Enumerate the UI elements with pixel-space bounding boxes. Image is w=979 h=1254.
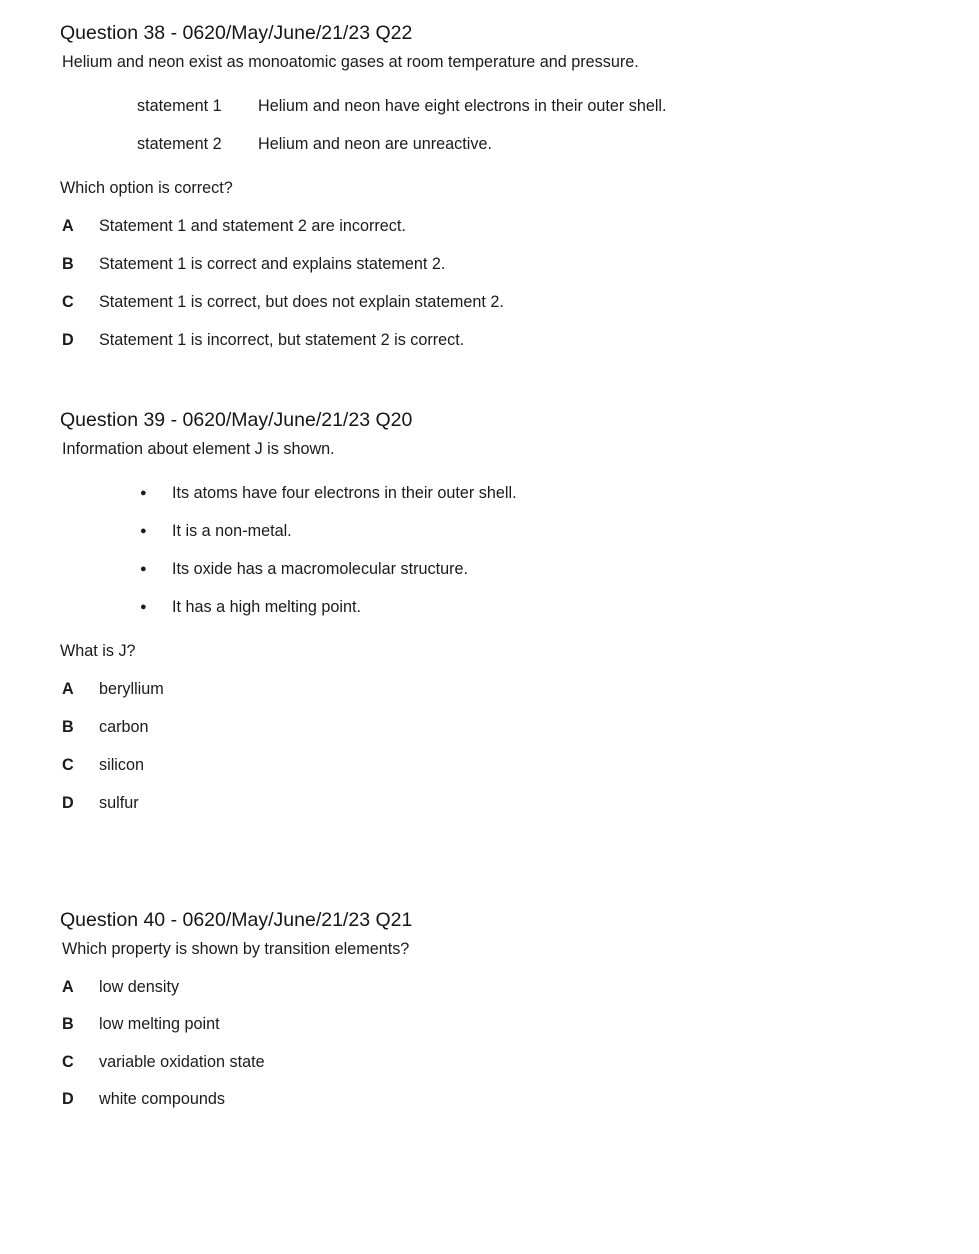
option-a-text: beryllium [99,680,164,698]
option-a [60,978,949,997]
statement-2-label: statement 2 [137,135,222,153]
statement-2-text: Helium and neon are unreactive. [258,135,492,153]
option-b-letter: B [62,1015,74,1033]
option-a [60,217,949,236]
bullet-text: It has a high melting point. [172,598,361,616]
question-38-header: Question 38 - 0620/May/June/21/23 Q22 [60,22,413,44]
option-b-text: Statement 1 is correct and explains statement 2. [99,255,446,273]
option-b-letter: B [62,718,74,736]
bullet-text: It is a non-metal. [172,522,292,540]
option-d [60,331,949,350]
option-d [60,794,949,813]
option-c [60,293,949,312]
question-40-header: Question 40 - 0620/May/June/21/23 Q21 [60,909,413,931]
option-b-letter: B [62,255,74,273]
question-39-header: Question 39 - 0620/May/June/21/23 Q20 [60,409,413,431]
option-a-letter: A [62,217,74,235]
option-c [60,756,949,775]
option-d-letter: D [62,331,74,349]
option-b [60,1015,949,1034]
option-c-letter: C [62,756,74,774]
statement-list [137,97,949,154]
statement-1-text: Helium and neon have eight electrons in their outer shell. [258,97,667,115]
option-c-letter: C [62,293,74,311]
statement-row-2 [137,135,949,154]
option-d-letter: D [62,1090,74,1108]
option-b [60,255,949,274]
option-d-text: white compounds [99,1090,225,1108]
bullet-icon: ● [140,525,147,537]
option-d [60,1090,949,1109]
option-d-letter: D [62,794,74,812]
option-a-text: Statement 1 and statement 2 are incorrect. [99,217,406,235]
option-c-text: variable oxidation state [99,1052,265,1071]
option-c-text: silicon [99,756,144,774]
bullet-icon: ● [140,563,147,575]
question-40 [60,909,949,1109]
bullet-item [140,484,949,503]
option-c-text: Statement 1 is correct, but does not explain statement 2. [99,293,504,311]
statement-1-label: statement 1 [137,97,222,115]
question-39-options [60,680,949,813]
bullet-item [140,598,949,617]
option-b-text: low melting point [99,1015,220,1033]
question-39 [60,409,949,813]
bullet-icon: ● [140,601,147,613]
question-38-options [60,217,949,350]
option-b [60,718,949,737]
bullet-icon: ● [140,487,147,499]
option-c [60,1053,949,1072]
option-a [60,680,949,699]
bullet-item [140,522,949,541]
option-a-letter: A [62,680,74,698]
question-39-intro: Information about element J is shown. [62,440,335,458]
option-c-letter: C [62,1052,74,1071]
option-d-text: sulfur [99,794,139,812]
question-40-intro: Which property is shown by transition elements? [62,940,410,958]
statement-row-1 [137,97,949,116]
question-40-options [60,978,949,1110]
option-d-text: Statement 1 is incorrect, but statement 2 is correct. [99,331,465,349]
option-a-letter: A [62,977,74,996]
bullet-text: Its atoms have four electrons in their outer shell. [172,484,517,502]
question-38-prompt: Which option is correct? [60,179,233,197]
question-39-prompt: What is J? [60,642,136,660]
option-a-text: low density [99,977,180,996]
bullet-text: Its oxide has a macromolecular structure. [172,560,468,578]
bullet-list [140,484,949,617]
option-b-text: carbon [99,718,149,736]
question-38-intro: Helium and neon exist as monoatomic gases at room temperature and pressure. [62,53,639,71]
bullet-item [140,560,949,579]
question-38 [60,22,949,350]
